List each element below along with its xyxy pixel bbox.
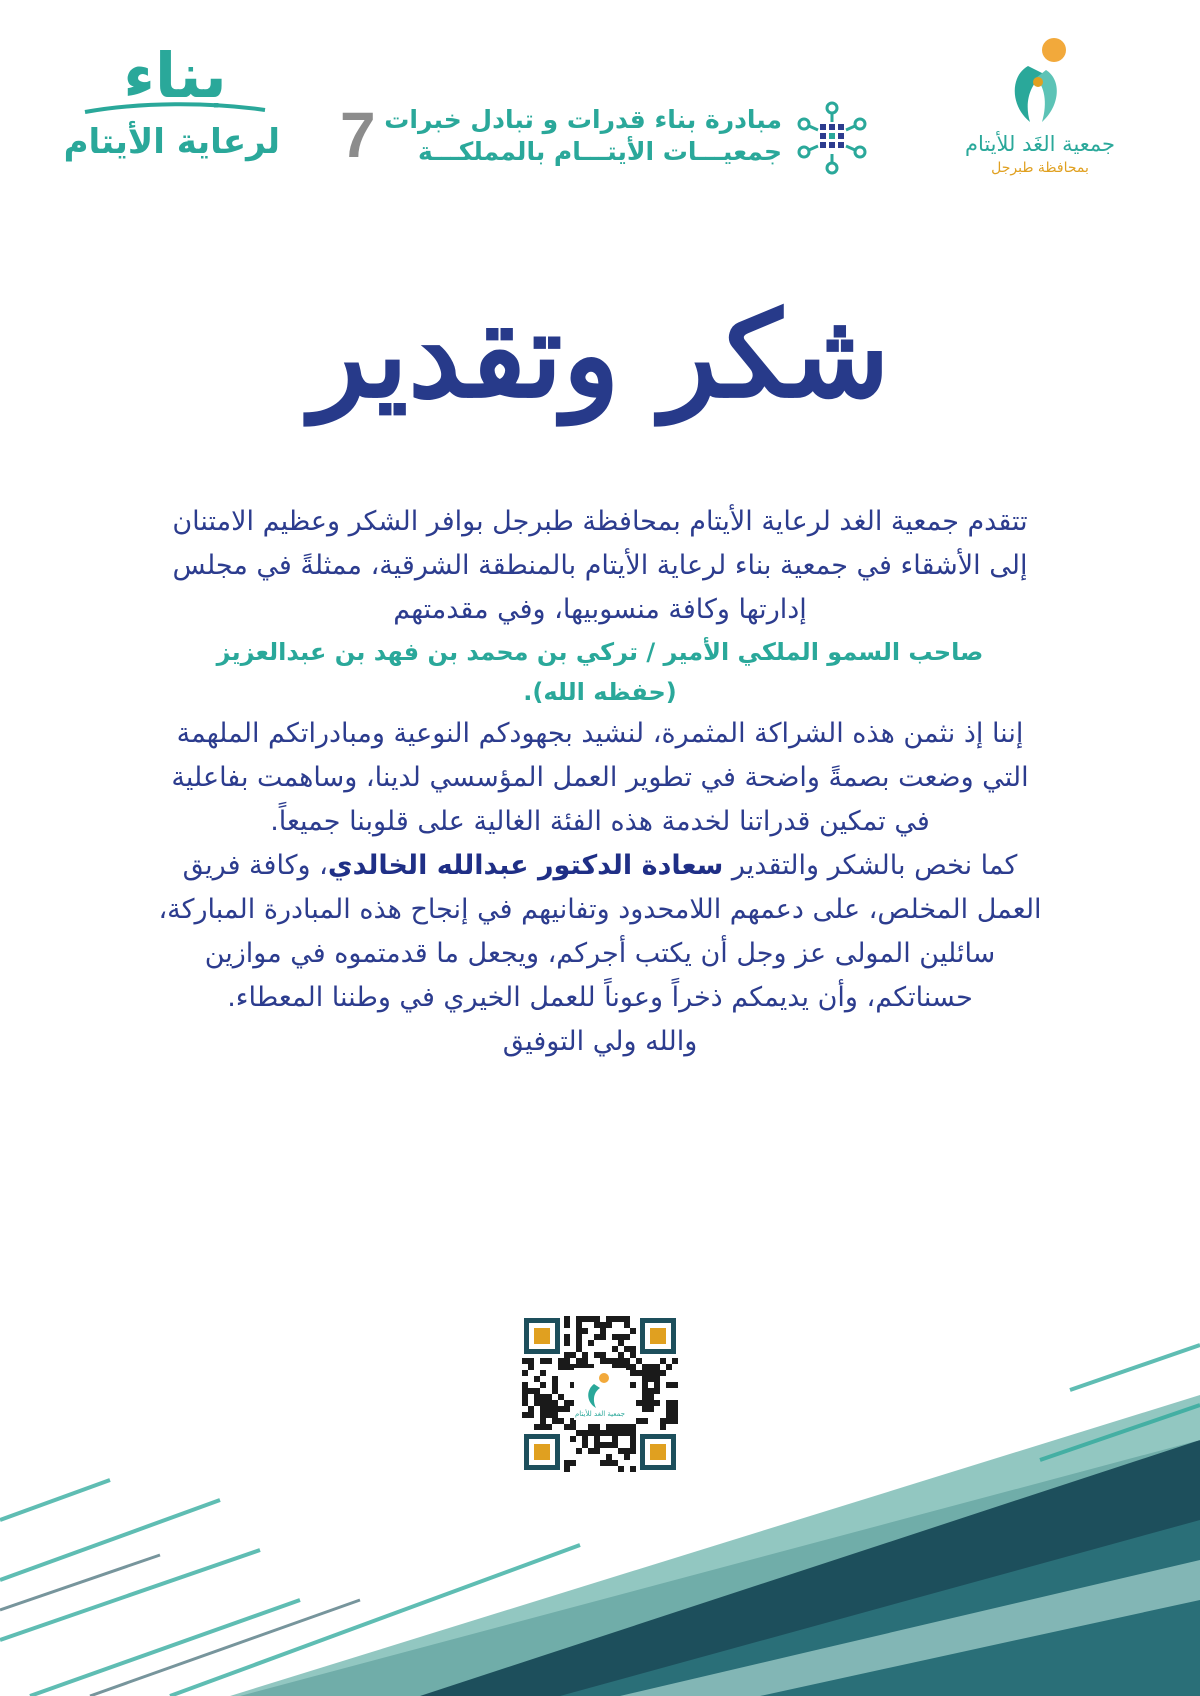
initiative-line-1: مبادرة بناء قدرات و تبادل خبرات [384,105,782,134]
initiative-line-2: جمعيـــات الأيتـــام بالمملكـــة [418,137,782,166]
qr-finder-top-left [524,1318,560,1354]
letter-body [150,500,1050,1064]
qr-finder-top-right [640,1318,676,1354]
binaa-logo [63,36,280,206]
qr-code-icon [522,1316,678,1472]
paragraph-3-start: كما نخص بالشكر والتقدير [723,850,1018,881]
al-ghad-logo-sub: بمحافظة طبرجل [991,160,1089,176]
paragraph-2: إننا إذ نثمن هذه الشراكة المثمرة، لنشيد بجهودكم النوعية ومبادراتكم الملهمة التي وضعت بصمةً واضحة في تطوير العمل المؤسسي لدينا، وساهمت بفاعلية في تمكين قدراتنا لخدمة هذه الفئة الغالية على قلوبنا جميعاً. [171,718,1029,837]
paragraph-1: تتقدم جمعية الغد لرعاية الأيتام بمحافظة طبرجل بوافر الشكر وعظيم الامتنان إلى الأشقاء في جمعية بناء لرعاية الأيتام بالمنطقة الشرقية، ممثلةً في مجلس إدارتها وكافة منسوبيها، وفي مقدمتهم [172,506,1028,625]
al-ghad-emblem-icon [1000,36,1080,126]
qr-finder-bottom-left [524,1434,560,1470]
closing-line: والله ولي التوفيق [502,1026,698,1057]
page-title: شكر وتقدير [310,285,890,424]
paragraph-3-rest: ، وكافة فريق العمل المخلص، على دعمهم اللامحدود وتفانيهم في إنجاح هذه المبادرة المباركة، سائلين المولى عز وجل أن يكتب أجركم، ويجعل ما قدمتموه في موازين حسناتكم، وأن يديمكم ذخراً وعوناً للعمل الخيري في وطننا المعطاء. [158,850,1042,1013]
binaa-logo-word: بناء [123,39,227,112]
initiative-banner [330,96,870,176]
qr-finder-bottom-right [640,1434,676,1470]
al-ghad-logo [940,36,1140,216]
qr-code[interactable] [522,1316,678,1472]
al-ghad-logo-name: جمعية الغَد للأيتام [964,132,1116,156]
qr-center-logo-icon [599,1373,609,1383]
paragraph-3 [150,844,1050,1020]
qr-center-label: جمعية الغد للأيتام [574,1410,626,1418]
network-chip-icon [794,100,870,176]
binaa-logo-tagline: لرعاية الأيتام [63,122,280,162]
highlight-line-2: (حفظه الله). [523,678,677,706]
honoree-name: سعادة الدكتور عبدالله الخالدي [327,850,724,881]
header [0,0,1200,230]
initiative-number: 7 [340,99,376,171]
highlight-line-1: صاحب السمو الملكي الأمير / تركي بن محمد بن فهد بن عبدالعزيز [216,638,984,666]
